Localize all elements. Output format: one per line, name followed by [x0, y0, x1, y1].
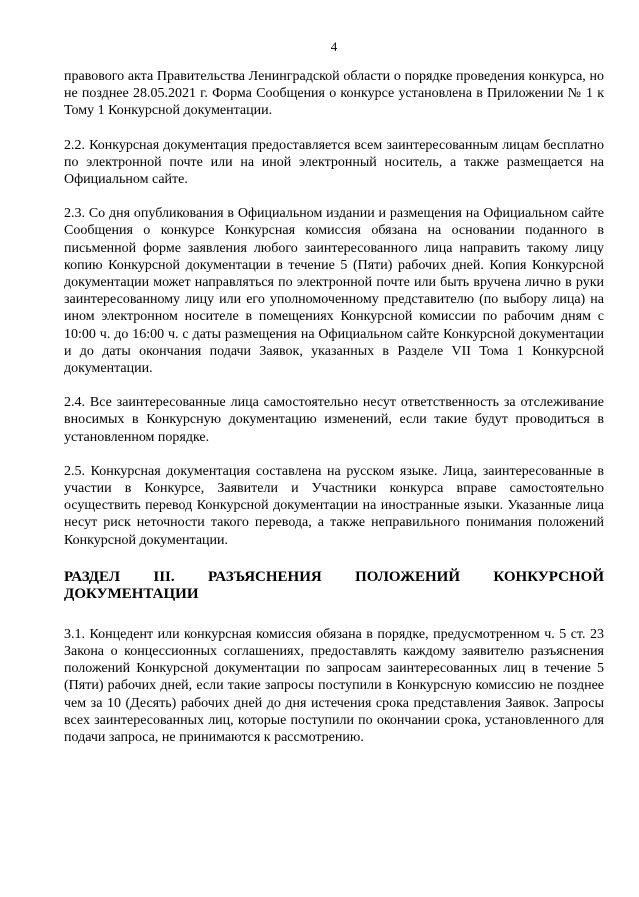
section-heading: РАЗДЕЛ III. РАЗЪЯСНЕНИЯ ПОЛОЖЕНИЙ КОНКУРСНОЙ ДОКУМЕНТАЦИИ [64, 568, 604, 603]
page-number: 4 [330, 39, 338, 54]
paragraph-2-2: 2.2. Конкурсная документация предоставляется всем заинтересованным лицам бесплатно по электронной почте или на иной электронный носитель, а также размещается на Официальном сайте. [64, 137, 604, 188]
paragraph-2-3: 2.3. Со дня опубликования в Официальном издании и размещения на Официальном сайте Сообщения о конкурсе Конкурсная комиссия обязана на основании поданного в письменной форме заявления любого заинтересованного лица направить такому лицу копию Конкурсной документации в течение 5 (Пяти) рабочих дней. Копия Конкурсной документации может направляться по электронной почте или быть вручена лично в руки заинтересованному лицу или его уполномоченному представителю (по выбору лица) на ином электронном носителе в помещениях Конкурсной комиссии по рабочим дням с 10:00 ч. до 16:00 ч. с даты размещения на Официальном сайте Конкурсной документации и до даты окончания подачи Заявок, указанных в Разделе VII Тома 1 Конкурсной документации. [64, 206, 604, 377]
document-body [64, 68, 604, 763]
paragraph-continuation: правового акта Правительства Ленинградской области о порядке проведения конкурса, но не позднее 28.05.2021 г. Форма Сообщения о конкурсе установлена в Приложении № 1 к Тому 1 Конкурсной документации. [64, 69, 604, 119]
paragraph-3-1: 3.1. Концедент или конкурсная комиссия обязана в порядке, предусмотренном ч. 5 ст. 23 Закона о концессионных соглашениях, предоставлять каждому заявителю разъяснения положений Конкурсной документации по запросам заинтересованных лиц в течение 5 (Пяти) рабочих дней, если такие запросы поступили в Конкурсную комиссию не позднее чем за 10 (Десять) рабочих дней до дня истечения срока представления Заявок. Запросы всех заинтересованных лиц, которые поступили по окончании срока, установленного для подачи запроса, не принимаются к рассмотрению. [64, 626, 604, 746]
paragraph-2-5: 2.5. Конкурсная документация составлена на русском языке. Лица, заинтересованные в участии в Конкурсе, Заявители и Участники конкурса вправе самостоятельно осуществить перевод Конкурсной документации на иностранные языки. Указанные лица несут риск неточности такого перевода, а также неправильного понимания положений Конкурсной документации. [64, 463, 604, 548]
paragraph-2-4: 2.4. Все заинтересованные лица самостоятельно несут ответственность за отслеживание вносимых в Конкурсную документацию изменений, если такие будут проводиться в установленном порядке. [64, 395, 604, 445]
